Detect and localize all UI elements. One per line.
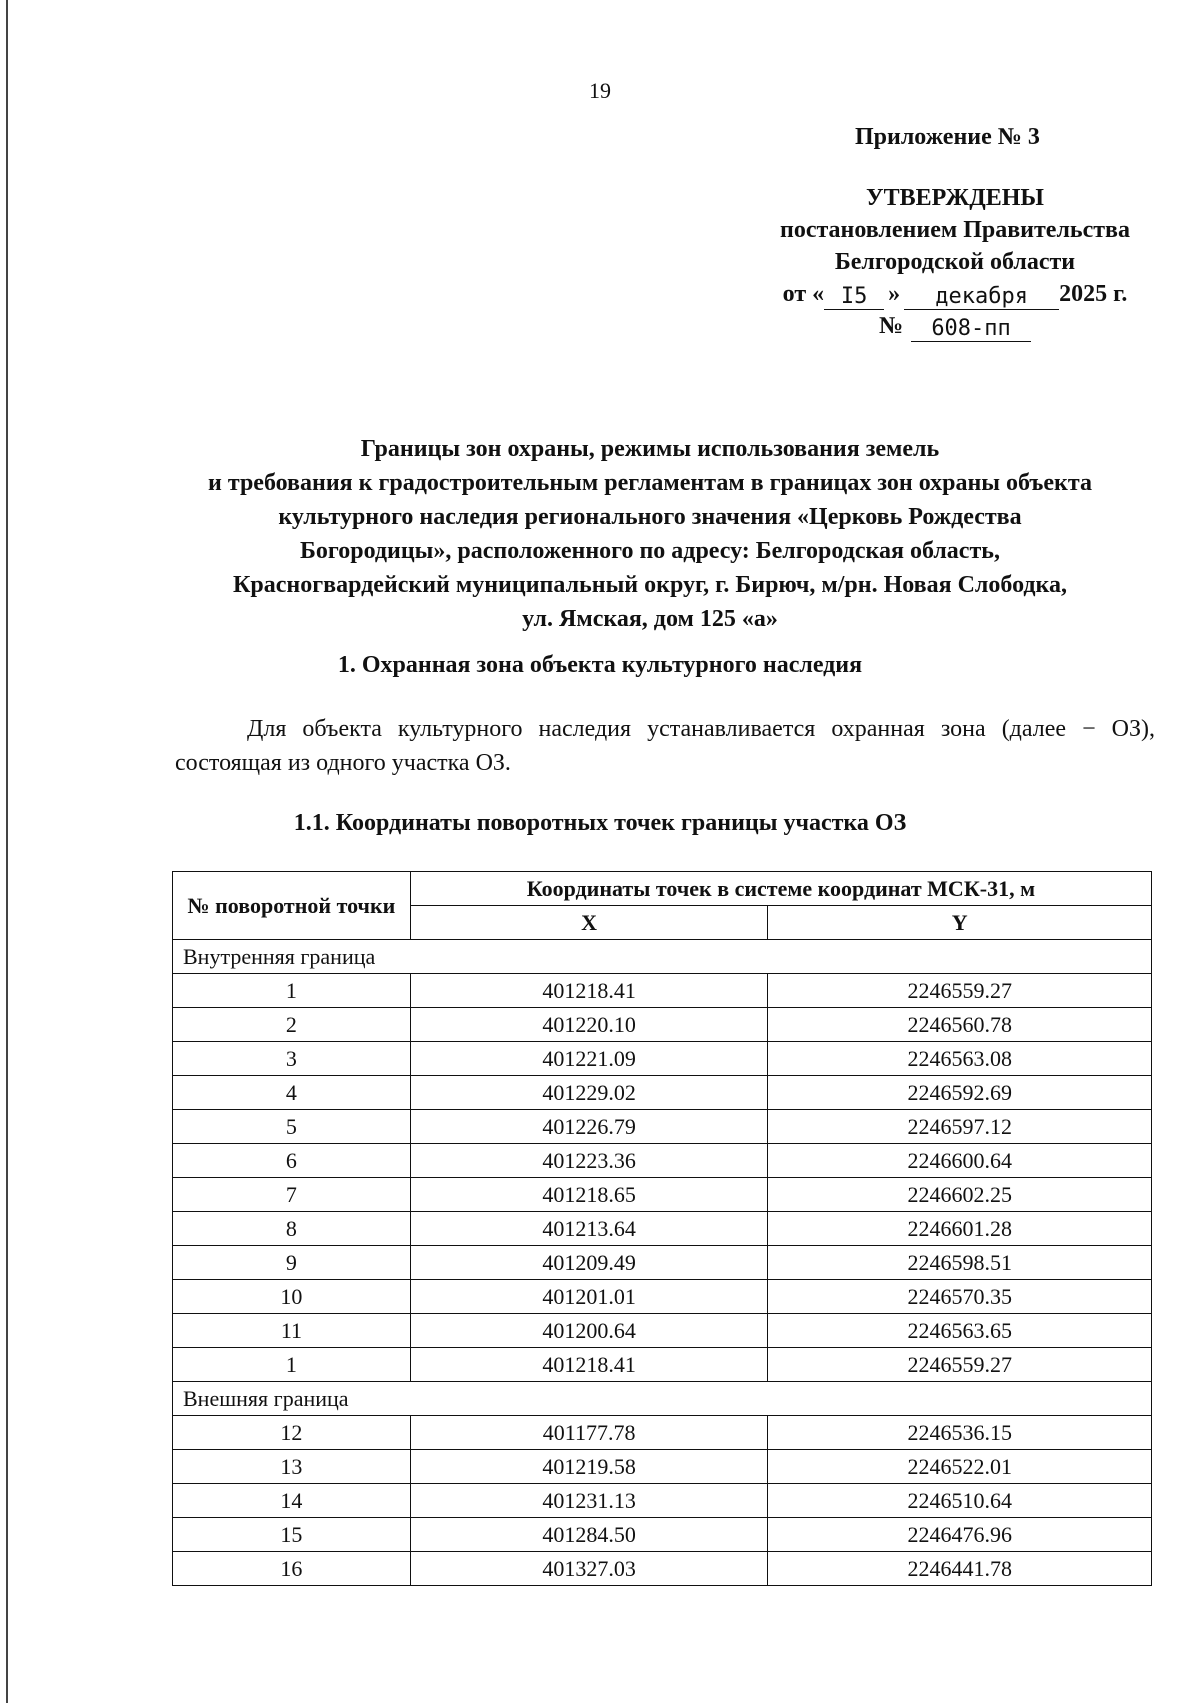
table-body <box>173 940 1152 1586</box>
approval-line-3: Белгородской области <box>834 249 1076 275</box>
y-cell: 2246510.64 <box>768 1484 1152 1518</box>
title-line: Богородицы», расположенного по адресу: Белгородская область, <box>300 538 1000 564</box>
y-cell: 2246600.64 <box>768 1144 1152 1178</box>
table-row <box>173 1110 1152 1144</box>
point-number-cell: 1 <box>173 1348 411 1382</box>
point-number-cell: 8 <box>173 1212 411 1246</box>
point-number-cell: 12 <box>173 1416 411 1450</box>
date-year: 2025 г. <box>1059 281 1128 307</box>
document-title <box>150 432 1150 636</box>
y-cell: 2246602.25 <box>768 1178 1152 1212</box>
point-number-cell: 9 <box>173 1246 411 1280</box>
date-day: I5 <box>824 285 884 310</box>
y-cell: 2246598.51 <box>768 1246 1152 1280</box>
x-cell: 401213.64 <box>410 1212 768 1246</box>
approval-number <box>745 310 1165 342</box>
table-row <box>173 974 1152 1008</box>
table-row <box>173 1178 1152 1212</box>
point-number-cell: 1 <box>173 974 411 1008</box>
y-cell: 2246522.01 <box>768 1450 1152 1484</box>
date-prefix: от « <box>782 281 825 307</box>
y-cell: 2246441.78 <box>768 1552 1152 1586</box>
table-row <box>173 1348 1152 1382</box>
table-row <box>173 1416 1152 1450</box>
point-number-cell: 4 <box>173 1076 411 1110</box>
table-row <box>173 1450 1152 1484</box>
group-label: Внутренняя граница <box>173 940 1152 974</box>
point-number-cell: 15 <box>173 1518 411 1552</box>
point-number-cell: 11 <box>173 1314 411 1348</box>
table-row <box>173 1212 1152 1246</box>
y-cell: 2246563.08 <box>768 1042 1152 1076</box>
approval-date <box>745 278 1165 310</box>
approval-line-1: УТВЕРЖДЕНЫ <box>866 185 1044 211</box>
table-row <box>173 1484 1152 1518</box>
y-cell: 2246560.78 <box>768 1008 1152 1042</box>
group-label: Внешняя граница <box>173 1382 1152 1416</box>
x-cell: 401201.01 <box>410 1280 768 1314</box>
date-mid: » <box>888 281 901 307</box>
y-cell: 2246536.15 <box>768 1416 1152 1450</box>
x-cell: 401221.09 <box>410 1042 768 1076</box>
table-row <box>173 1552 1152 1586</box>
number-value: 608-пп <box>911 317 1031 342</box>
table-row <box>173 1042 1152 1076</box>
table-row <box>173 1314 1152 1348</box>
y-cell: 2246592.69 <box>768 1076 1152 1110</box>
section-1-paragraph: Для объекта культурного наследия устанавливается охранная зона (далее − ОЗ), состоящая из одного участка ОЗ. <box>175 716 1155 776</box>
header-point-number: № поворотной точки <box>173 872 411 940</box>
x-cell: 401218.41 <box>410 1348 768 1382</box>
point-number-cell: 3 <box>173 1042 411 1076</box>
appendix-label: Приложение № 3 <box>855 124 1040 150</box>
table-row <box>173 1280 1152 1314</box>
table-row <box>173 1076 1152 1110</box>
y-cell: 2246563.65 <box>768 1314 1152 1348</box>
title-line: и требования к градостроительным регламентам в границах зон охраны объекта <box>208 470 1092 496</box>
coordinates-table <box>172 871 1152 1586</box>
point-number-cell: 5 <box>173 1110 411 1144</box>
table-row <box>173 1144 1152 1178</box>
scan-edge-line <box>6 0 8 1703</box>
x-cell: 401327.03 <box>410 1552 768 1586</box>
x-cell: 401177.78 <box>410 1416 768 1450</box>
y-cell: 2246601.28 <box>768 1212 1152 1246</box>
title-line: ул. Ямская, дом 125 «а» <box>522 606 778 632</box>
table-row <box>173 1246 1152 1280</box>
table-heading: 1.1. Координаты поворотных точек границы участка ОЗ <box>293 810 907 836</box>
point-number-cell: 14 <box>173 1484 411 1518</box>
x-cell: 401200.64 <box>410 1314 768 1348</box>
x-cell: 401218.41 <box>410 974 768 1008</box>
x-cell: 401218.65 <box>410 1178 768 1212</box>
point-number-cell: 16 <box>173 1552 411 1586</box>
x-cell: 401284.50 <box>410 1518 768 1552</box>
page-number: 19 <box>589 78 611 103</box>
point-number-cell: 7 <box>173 1178 411 1212</box>
x-cell: 401219.58 <box>410 1450 768 1484</box>
x-cell: 401226.79 <box>410 1110 768 1144</box>
y-cell: 2246570.35 <box>768 1280 1152 1314</box>
x-cell: 401209.49 <box>410 1246 768 1280</box>
title-line: Границы зон охраны, режимы использования земель <box>360 436 940 462</box>
approval-block <box>745 182 1165 342</box>
y-cell: 2246476.96 <box>768 1518 1152 1552</box>
table-group-row <box>173 940 1152 974</box>
table-row <box>173 1518 1152 1552</box>
point-number-cell: 6 <box>173 1144 411 1178</box>
title-line: культурного наследия регионального значения «Церковь Рождества <box>278 504 1022 530</box>
x-cell: 401220.10 <box>410 1008 768 1042</box>
x-cell: 401229.02 <box>410 1076 768 1110</box>
y-cell: 2246597.12 <box>768 1110 1152 1144</box>
date-month: декабря <box>904 285 1059 310</box>
section-1-heading: 1. Охранная зона объекта культурного наследия <box>337 652 863 678</box>
number-prefix: № <box>878 313 904 339</box>
header-coordinates: Координаты точек в системе координат МСК-31, м <box>410 872 1151 906</box>
y-cell: 2246559.27 <box>768 974 1152 1008</box>
x-cell: 401231.13 <box>410 1484 768 1518</box>
point-number-cell: 13 <box>173 1450 411 1484</box>
table-row <box>173 1008 1152 1042</box>
point-number-cell: 10 <box>173 1280 411 1314</box>
approval-line-2: постановлением Правительства <box>779 217 1130 243</box>
x-cell: 401223.36 <box>410 1144 768 1178</box>
header-x: X <box>410 906 768 940</box>
header-y: Y <box>768 906 1152 940</box>
y-cell: 2246559.27 <box>768 1348 1152 1382</box>
title-line: Красногвардейский муниципальный округ, г. Бирюч, м/рн. Новая Слободка, <box>233 572 1067 598</box>
table-group-row <box>173 1382 1152 1416</box>
point-number-cell: 2 <box>173 1008 411 1042</box>
